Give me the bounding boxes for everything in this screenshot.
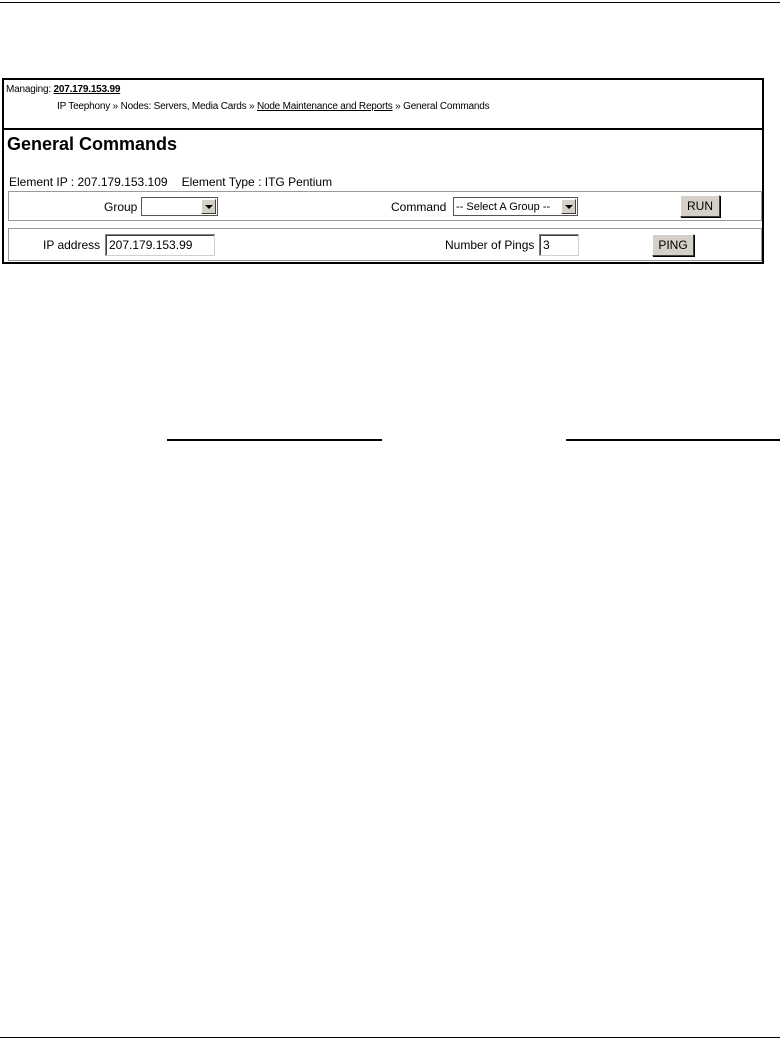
ping-row [8, 228, 762, 261]
group-select[interactable] [141, 197, 218, 216]
command-label: Command [391, 200, 447, 214]
signature-line-right [566, 439, 780, 441]
element-ip-text: Element IP : 207.179.153.109 [9, 175, 168, 189]
breadcrumb-separator: » [395, 101, 401, 112]
breadcrumb [57, 101, 489, 112]
page-title: General Commands [7, 134, 178, 154]
element-type-text: Element Type : ITG Pentium [181, 175, 333, 189]
breadcrumb-current: General Commands [403, 101, 490, 112]
chevron-down-icon[interactable] [201, 199, 216, 214]
number-of-pings-input[interactable]: 3 [539, 234, 579, 256]
page-bottom-rule [0, 1037, 780, 1038]
command-select[interactable] [453, 197, 578, 216]
breadcrumb-node-maintenance-link[interactable]: Node Maintenance and Reports [256, 101, 393, 112]
ip-address-label: IP address [43, 238, 101, 252]
breadcrumb-separator: » [248, 101, 255, 112]
page-top-rule [0, 2, 780, 3]
command-row [8, 191, 762, 221]
managing-line [6, 84, 120, 95]
general-commands-panel [2, 78, 764, 264]
ip-address-input[interactable]: 207.179.153.99 [105, 234, 215, 256]
managing-ip-link[interactable]: 207.179.153.99 [53, 84, 121, 95]
breadcrumb-ip-telephony: IP Teephony [57, 101, 111, 112]
command-select-value: -- Select A Group -- [456, 200, 551, 213]
element-info [9, 175, 332, 189]
breadcrumb-nodes: Nodes: Servers, Media Cards [120, 101, 247, 112]
chevron-down-icon[interactable] [561, 199, 576, 214]
managing-label: Managing: [6, 84, 51, 95]
group-label: Group [104, 200, 138, 214]
run-button[interactable]: RUN [680, 195, 720, 217]
signature-line-left [167, 439, 382, 441]
number-of-pings-label: Number of Pings [445, 238, 535, 252]
ping-button[interactable]: PING [652, 234, 694, 256]
breadcrumb-separator: » [112, 101, 119, 112]
managing-bar [4, 80, 762, 130]
